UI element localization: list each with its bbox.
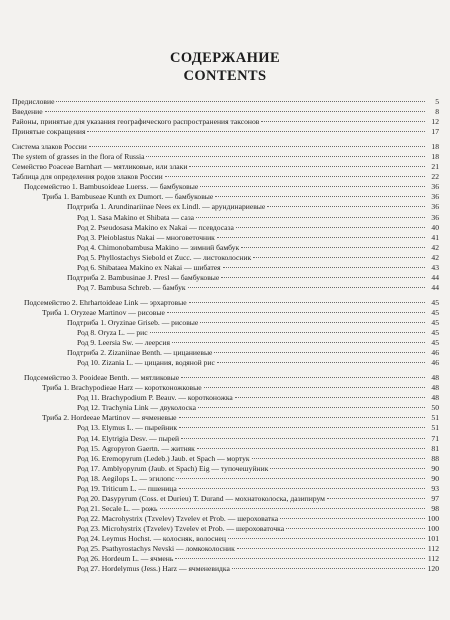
toc-entry-title: Род 1. Sasa Makino et Shibata — саза	[77, 212, 195, 222]
toc-entry-page-number: 97	[431, 493, 439, 503]
dot-leader	[270, 468, 425, 469]
dot-leader	[236, 227, 425, 228]
dot-leader	[45, 111, 425, 112]
toc-entry-page-number: 41	[431, 232, 439, 242]
toc-entry-title: Подсемейство 2. Ehrhartoideae Link — эрхартовые	[24, 297, 187, 307]
dot-leader	[232, 568, 425, 569]
toc-entry-page-number: 45	[431, 307, 439, 317]
dot-leader	[241, 247, 425, 248]
toc-entry	[12, 117, 439, 127]
dot-leader	[200, 322, 425, 323]
toc-entry	[12, 554, 439, 564]
dot-leader	[261, 121, 425, 122]
toc-entry-page-number: 40	[431, 222, 439, 232]
dot-leader	[196, 217, 425, 218]
toc-entry-page-number: 46	[431, 348, 439, 358]
dot-leader	[172, 342, 425, 343]
toc-entry-title: Род 6. Shibataea Makino ex Nakai — шибатея	[77, 262, 221, 272]
dot-leader	[198, 407, 425, 408]
toc-entry	[12, 514, 439, 524]
toc-entry-page-number: 12	[431, 117, 439, 127]
toc-entry-title: Род 3. Pleioblastus Nakai — многоветочник	[77, 232, 215, 242]
toc-entry	[12, 308, 439, 318]
dot-leader	[286, 528, 425, 529]
toc-entry-page-number: 48	[431, 373, 439, 383]
toc-entry-title: Принятые сокращения	[12, 127, 86, 137]
dot-leader	[179, 427, 425, 428]
toc-entry-page-number: 18	[431, 152, 439, 162]
toc-entry-title: Род 2. Pseudosasa Makino ex Nakai — псевдосаза	[77, 222, 234, 232]
toc-entry	[12, 328, 439, 338]
toc-entry-page-number: 50	[431, 403, 439, 413]
dot-leader	[223, 267, 425, 268]
toc-entry-title: Род 17. Amblyopyrum (Jaub. et Spach) Eig — тупочешуйник	[77, 463, 269, 473]
toc-entry-page-number: 42	[431, 252, 439, 262]
dot-leader	[252, 458, 425, 459]
toc-entry	[12, 454, 439, 464]
toc-entry-title: Род 27. Hordelymus (Jess.) Harz — ячменевидка	[77, 564, 230, 574]
toc-entry	[12, 152, 439, 162]
toc-entry	[12, 494, 439, 504]
toc-entry-page-number: 36	[431, 192, 439, 202]
toc-entry	[12, 97, 439, 107]
dot-leader	[200, 186, 425, 187]
dot-leader	[204, 387, 425, 388]
toc-entry-page-number: 8	[435, 107, 439, 117]
toc-entry-page-number: 45	[431, 328, 439, 338]
toc-entry-page-number: 100	[427, 523, 439, 533]
dot-leader	[189, 166, 425, 167]
toc-entry-title: Семейство Poaceae Barnhart — мятликовые, или злаки	[12, 162, 188, 172]
toc-entry-title: Введение	[12, 107, 43, 117]
toc-entry-page-number: 48	[431, 393, 439, 403]
toc-entry-title: Род 11. Brachypodium P. Beauv. — коротконожка	[77, 393, 233, 403]
toc-entry-title: Районы, принятые для указания географического распространения таксонов	[12, 117, 260, 127]
toc-entry	[12, 524, 439, 534]
toc-entry-page-number: 81	[431, 443, 439, 453]
dot-leader	[217, 362, 425, 363]
toc-entry-page-number: 5	[435, 97, 439, 106]
toc-entry	[12, 298, 439, 308]
toc-entry-page-number: 45	[431, 338, 439, 348]
toc-entry	[12, 474, 439, 484]
toc-entry	[12, 383, 439, 393]
toc-entry-title: Триба 1. Brachypodieae Harz — коротконожковые	[42, 383, 202, 393]
toc-entry-page-number: 43	[431, 262, 439, 272]
dot-leader	[228, 538, 425, 539]
dot-leader	[217, 237, 425, 238]
toc-entry-title: Подтриба 1. Oryzinae Griseb. — рисовые	[67, 317, 199, 327]
toc-entry-page-number: 22	[431, 172, 439, 182]
dot-leader	[237, 548, 425, 549]
toc-entry-page-number: 51	[431, 423, 439, 433]
dot-leader	[160, 508, 425, 509]
toc-entry-title: Таблица для определения родов злаков России	[12, 172, 163, 182]
dot-leader	[179, 488, 425, 489]
toc-entry-title: Род 23. Microhystrix (Tzvelev) Tzvelev et Prob. — шероховаточка	[77, 523, 285, 533]
toc-entry-title: Род 15. Agropyron Gaertn. — житняк	[77, 443, 195, 453]
toc-entry-page-number: 98	[431, 503, 439, 513]
toc-entry-title: Род 12. Trachynia Link — двуколоска	[77, 403, 196, 413]
toc-entry	[12, 172, 439, 182]
toc-entry-title: The system of grasses in the flora of Russia	[12, 152, 145, 162]
toc-entry	[12, 373, 439, 383]
toc-entry	[12, 213, 439, 223]
toc-entry-page-number: 45	[431, 297, 439, 307]
toc-entry-page-number: 18	[431, 142, 439, 152]
toc-entry-title: Род 9. Leersia Sw. — леерсия	[77, 338, 170, 348]
toc-entry-title: Подтриба 2. Zizaniinae Benth. — цицаниевые	[67, 348, 213, 358]
dot-leader	[167, 312, 425, 313]
toc-entry-title: Род 26. Hordeum L. — ячмень	[77, 554, 174, 564]
dot-leader	[235, 397, 425, 398]
toc-entry-page-number: 51	[431, 413, 439, 423]
dot-leader	[253, 257, 425, 258]
dot-leader	[175, 558, 425, 559]
dot-leader	[215, 196, 425, 197]
toc-entry-page-number: 90	[431, 463, 439, 473]
toc-entry-title: Род 14. Elytrigia Desv. — пырей	[77, 433, 180, 443]
toc-entry	[12, 283, 439, 293]
page-title-english: CONTENTS	[183, 68, 267, 84]
toc-entry	[12, 192, 439, 202]
dot-leader	[197, 448, 425, 449]
toc-entry-page-number: 112	[427, 544, 439, 554]
toc-entry	[12, 403, 439, 413]
toc-entry-title: Триба 1. Bambuseae Kunth ex Dumort. — бамбуковые	[42, 192, 214, 202]
toc-entry-title: Род 5. Phyllostachys Siebold et Zucc. — листоколосник	[77, 252, 252, 262]
dot-leader	[327, 498, 425, 499]
toc-entry-page-number: 71	[431, 433, 439, 443]
toc-entry	[12, 253, 439, 263]
toc-entry-page-number: 42	[431, 242, 439, 252]
toc-entry	[12, 434, 439, 444]
toc-entry	[12, 263, 439, 273]
toc-entry-page-number: 36	[431, 182, 439, 192]
toc-entry	[12, 107, 439, 117]
toc-entry	[12, 318, 439, 328]
toc-entry-page-number: 88	[431, 453, 439, 463]
toc-entry	[12, 464, 439, 474]
toc-entry-title: Подтриба 1. Arundinariinae Nees ex Lindl. — арундинариевые	[67, 202, 266, 212]
dot-leader	[280, 518, 425, 519]
toc-entry-page-number: 44	[431, 282, 439, 292]
toc-entry-title: Род 20. Dasypyrum (Coss. et Durieu) T. Durand — мохнатоколоска, дазипирум	[77, 493, 325, 503]
toc-entry	[12, 534, 439, 544]
dot-leader	[188, 287, 425, 288]
dot-leader	[179, 417, 425, 418]
toc-entry-page-number: 36	[431, 212, 439, 222]
toc-entry	[12, 182, 439, 192]
dot-leader	[176, 478, 425, 479]
toc-entry	[12, 142, 439, 152]
toc-entry	[12, 243, 439, 253]
toc-entry-title: Род 7. Bambusa Schreb. — бамбук	[77, 282, 186, 292]
toc-entry-title: Род 8. Oryza L. — рис	[77, 328, 148, 338]
toc-entry	[12, 444, 439, 454]
dot-leader	[267, 206, 425, 207]
toc-entry-page-number: 21	[431, 162, 439, 172]
toc-entry-page-number: 93	[431, 483, 439, 493]
toc-entry-title: Триба 2. Hordeeae Martinov — ячменевые	[42, 413, 177, 423]
toc-entry	[12, 358, 439, 368]
dot-leader	[181, 377, 425, 378]
toc-entry-page-number: 112	[427, 554, 439, 564]
toc-entry	[12, 127, 439, 137]
toc-entry-title: Предисловие	[12, 97, 55, 106]
page-title-russian: СОДЕРЖАНИЕ	[169, 50, 281, 66]
toc-entry	[12, 544, 439, 554]
toc-entry-title: Род 21. Secale L. — рожь	[77, 503, 158, 513]
dot-leader	[56, 101, 425, 102]
dot-leader	[150, 332, 425, 333]
toc-entry	[12, 348, 439, 358]
dot-leader	[146, 156, 425, 157]
toc-entry-title: Род 13. Elymus L. — пырейник	[77, 423, 178, 433]
dot-leader	[189, 302, 425, 303]
toc-entry	[12, 162, 439, 172]
dot-leader	[87, 131, 425, 132]
toc-entry-title: Род 24. Leymus Hochst. — колосняк, волоснец	[77, 533, 226, 543]
toc-entry-page-number: 100	[427, 513, 439, 523]
toc-entry-title: Триба 1. Oryzeae Martinov — рисовые	[42, 307, 165, 317]
toc-entry-page-number: 46	[431, 358, 439, 368]
toc-entry-page-number: 48	[431, 383, 439, 393]
toc-entry-page-number: 44	[431, 272, 439, 282]
toc-entry-title: Подтриба 2. Bambusinae J. Presl — бамбуковые	[67, 272, 220, 282]
table-of-contents	[12, 97, 439, 574]
dot-leader	[181, 438, 425, 439]
toc-entry	[12, 504, 439, 514]
toc-entry	[12, 413, 439, 423]
toc-entry	[12, 484, 439, 494]
toc-entry	[12, 273, 439, 283]
toc-entry-page-number: 101	[427, 533, 439, 543]
dot-leader	[89, 146, 425, 147]
toc-entry-title: Система злаков России	[12, 142, 87, 152]
toc-entry-title: Род 10. Zizania L. — цицания, водяной рис	[77, 358, 215, 368]
toc-entry-page-number: 120	[427, 564, 439, 574]
dot-leader	[165, 176, 425, 177]
toc-entry	[12, 564, 439, 574]
toc-entry-title: Род 25. Psathyrostachys Nevski — ломкоколосник	[77, 544, 235, 554]
toc-entry	[12, 423, 439, 433]
toc-entry-title: Род 18. Aegilops L. — эгилопс	[77, 473, 175, 483]
toc-entry	[12, 223, 439, 233]
toc-entry-page-number: 90	[431, 473, 439, 483]
toc-entry-title: Подсемейство 1. Bambusoideae Luerss. — бамбуковые	[24, 182, 199, 192]
toc-entry	[12, 338, 439, 348]
dot-leader	[221, 277, 425, 278]
toc-entry-title: Род 16. Eremopyrum (Ledeb.) Jaub. et Spach — мортук	[77, 453, 250, 463]
toc-entry	[12, 233, 439, 243]
toc-entry-page-number: 45	[431, 317, 439, 327]
toc-entry-title: Род 4. Chimonobambusa Makino — зимний бамбук	[77, 242, 240, 252]
toc-entry-title: Род 19. Triticum L. — пшеница	[77, 483, 177, 493]
toc-entry-page-number: 36	[431, 202, 439, 212]
toc-entry-page-number: 17	[431, 127, 439, 137]
toc-entry-title: Подсемейство 3. Pooideae Benth. — мятликовые	[24, 373, 180, 383]
dot-leader	[214, 352, 425, 353]
toc-entry	[12, 202, 439, 212]
toc-entry-title: Род 22. Macrohystrix (Tzvelev) Tzvelev et Prob. — шероховатка	[77, 513, 279, 523]
toc-entry	[12, 393, 439, 403]
